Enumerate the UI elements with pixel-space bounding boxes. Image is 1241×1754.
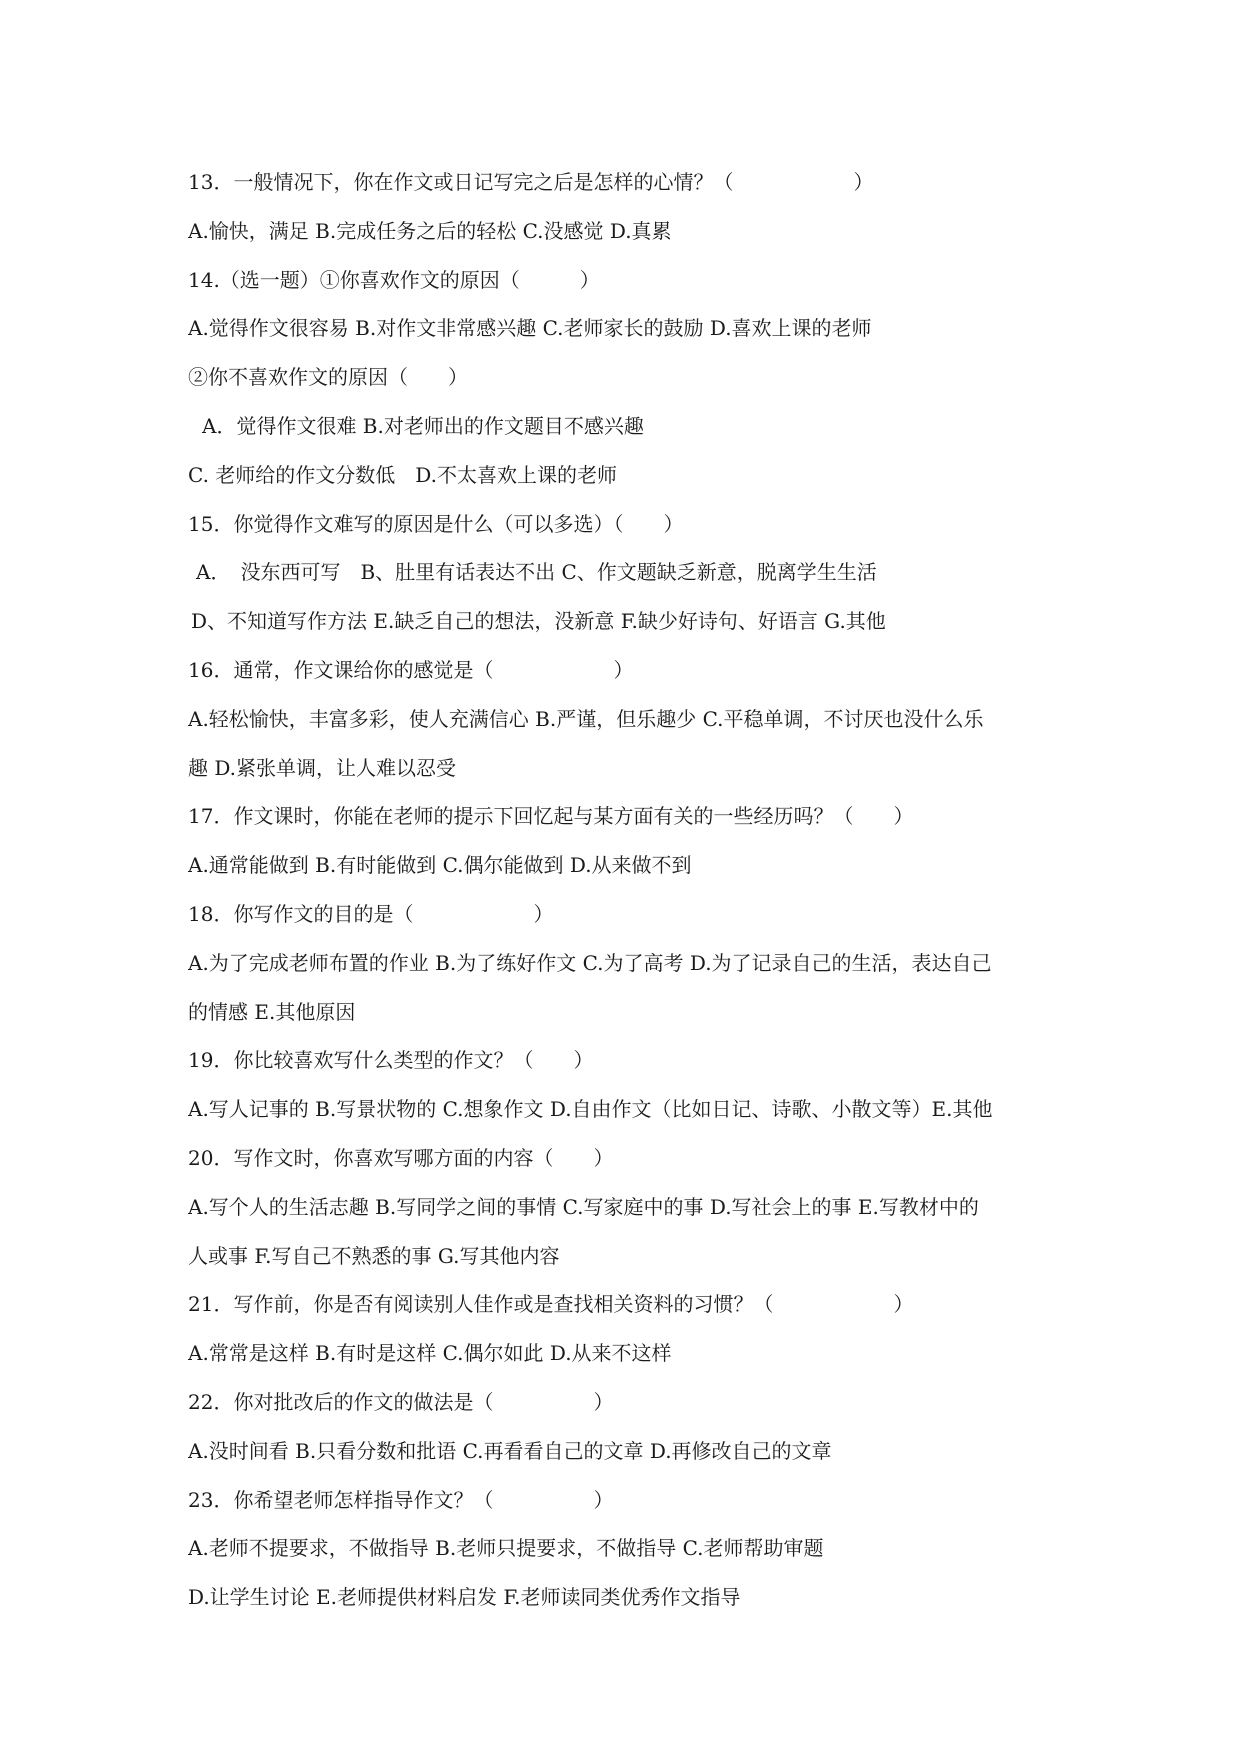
question-14-part2-options-line2: C. 老师给的作文分数低 D.不太喜欢上课的老师	[188, 462, 617, 487]
question-14-part2-options-line1: A．觉得作文很难 B.对老师出的作文题目不感兴趣	[202, 413, 644, 438]
question-16: 16．通常，作文课给你的感觉是（ ）	[188, 657, 634, 682]
question-16-options-line2: 趣 D.紧张单调，让人难以忍受	[188, 755, 457, 780]
question-23-options-line1: A.老师不提要求，不做指导 B.老师只提要求，不做指导 C.老师帮助审题	[188, 1536, 824, 1561]
question-15-options-line1: A． 没东西可写 B、肚里有话表达不出 C、作文题缺乏新意，脱离学生生活	[196, 560, 877, 585]
question-22-options: A.没时间看 B.只看分数和批语 C.再看看自己的文章 D.再修改自己的文章	[188, 1438, 832, 1463]
question-23-options-line2: D.让学生讨论 E.老师提供材料启发 F.老师读同类优秀作文指导	[188, 1585, 741, 1610]
question-20-options-line2: 人或事 F.写自己不熟悉的事 G.写其他内容	[188, 1243, 560, 1268]
question-14: 14.（选一题）①你喜欢作文的原因（ ）	[188, 267, 600, 292]
question-18-options-line2: 的情感 E.其他原因	[188, 999, 356, 1024]
question-17: 17．作文课时，你能在老师的提示下回忆起与某方面有关的一些经历吗？（ ）	[188, 804, 914, 829]
question-14-part2: ②你不喜欢作文的原因（ ）	[188, 365, 468, 390]
question-21-options: A.常常是这样 B.有时是这样 C.偶尔如此 D.从来不这样	[188, 1341, 672, 1366]
question-17-options: A.通常能做到 B.有时能做到 C.偶尔能做到 D.从来做不到	[188, 853, 692, 878]
question-13-options: A.愉快，满足 B.完成任务之后的轻松 C.没感觉 D.真累	[188, 218, 672, 243]
questionnaire-body	[188, 158, 1068, 1622]
question-20: 20．写作文时，你喜欢写哪方面的内容（ ）	[188, 1145, 614, 1170]
question-18-options-line1: A.为了完成老师布置的作业 B.为了练好作文 C.为了高考 D.为了记录自己的生活，表达自己	[188, 950, 992, 975]
question-21: 21．写作前，你是否有阅读别人佳作或是查找相关资料的习惯？（ ）	[188, 1292, 914, 1317]
question-20-options-line1: A.写个人的生活志趣 B.写同学之间的事情 C.写家庭中的事 D.写社会上的事 E.写教材中的	[188, 1194, 979, 1219]
question-19-options: A.写人记事的 B.写景状物的 C.想象作文 D.自由作文（比如日记、诗歌、小散文等）E.其他	[188, 1097, 993, 1122]
question-23: 23．你希望老师怎样指导作文？（ ）	[188, 1487, 614, 1512]
question-15: 15．你觉得作文难写的原因是什么（可以多选）（ ）	[188, 511, 684, 536]
question-19: 19．你比较喜欢写什么类型的作文？（ ）	[188, 1048, 594, 1073]
question-14-part1-options: A.觉得作文很容易 B.对作文非常感兴趣 C.老师家长的鼓励 D.喜欢上课的老师	[188, 316, 872, 341]
question-18: 18．你写作文的目的是（ ）	[188, 901, 554, 926]
question-16-options-line1: A.轻松愉快，丰富多彩，使人充满信心 B.严谨，但乐趣少 C.平稳单调，不讨厌也没什么乐	[188, 706, 984, 731]
question-13: 13．一般情况下，你在作文或日记写完之后是怎样的心情？（ ）	[188, 170, 874, 194]
question-22: 22．你对批改后的作文的做法是（ ）	[188, 1389, 614, 1414]
question-15-options-line2: D、不知道写作方法 E.缺乏自己的想法，没新意 F.缺少好诗句、好语言 G.其他	[191, 609, 886, 634]
